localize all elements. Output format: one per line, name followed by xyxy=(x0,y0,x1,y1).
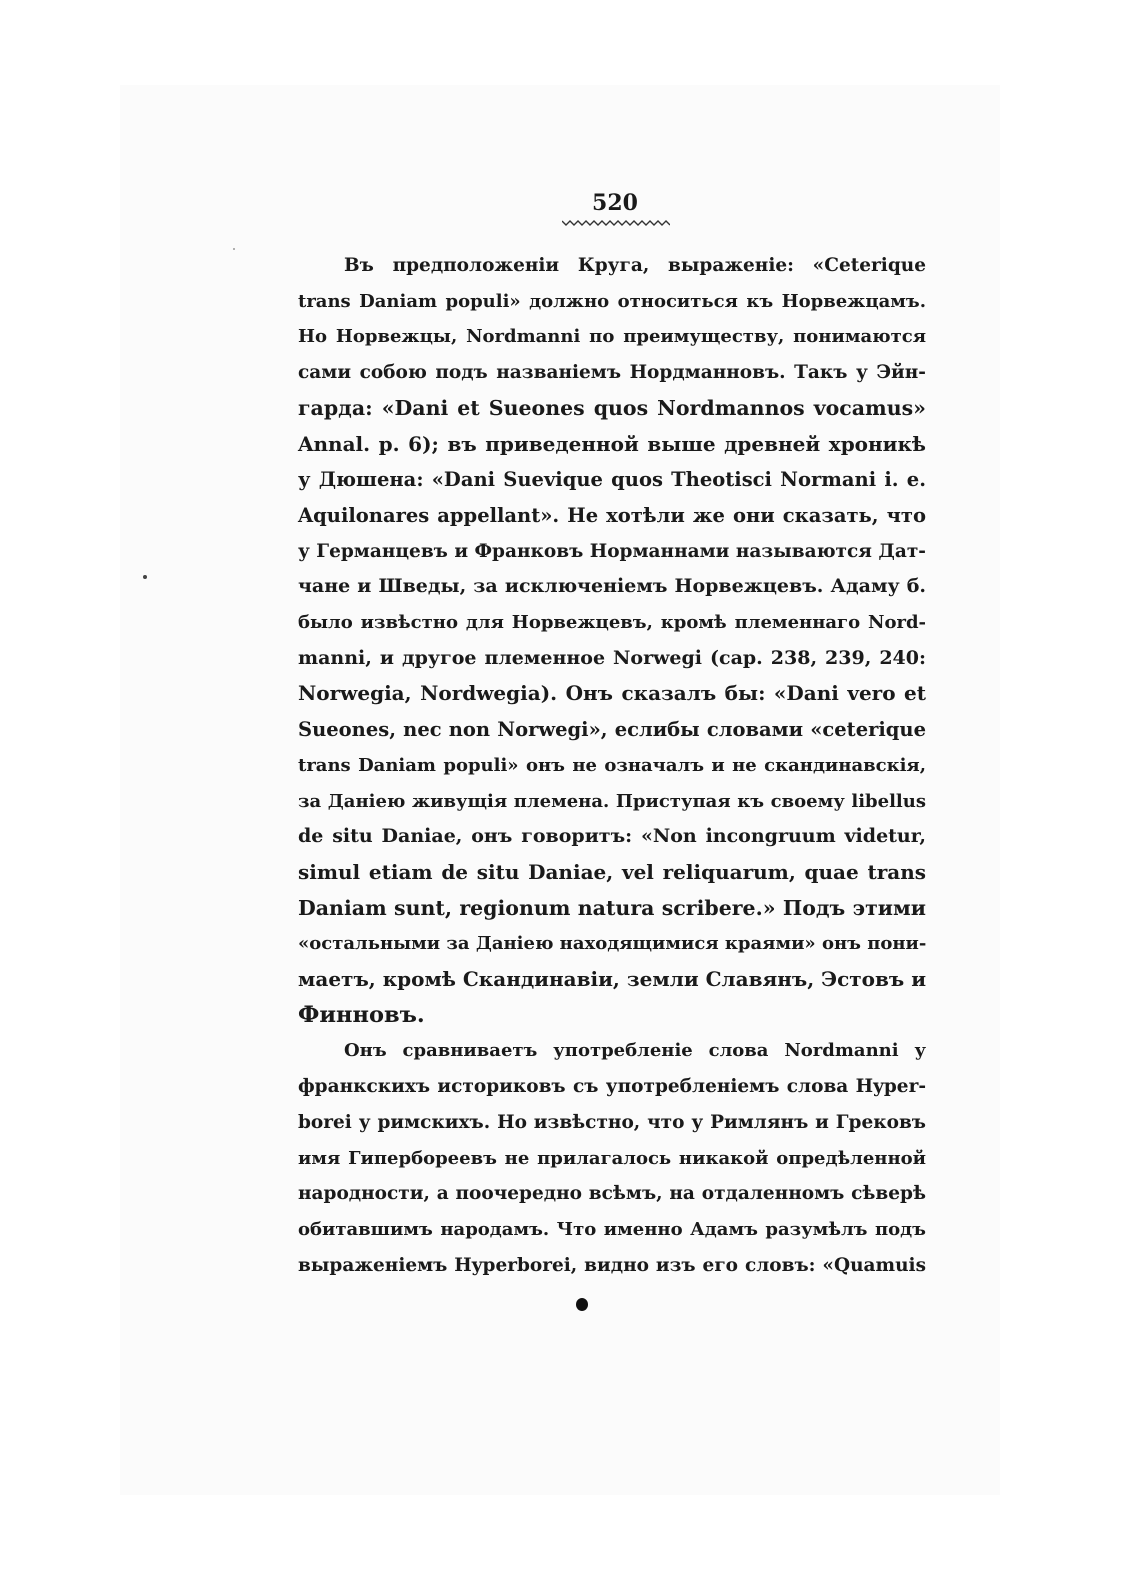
text-line: сами собою подъ названіемъ Нордманновъ. Такъ у Эйн- xyxy=(298,362,926,384)
text-line: Онъ сравниваетъ употребленіе слова Nordmanni у xyxy=(344,1040,926,1062)
text-line: обитавшимъ народамъ. Что именно Адамъ разумѣлъ подъ xyxy=(298,1218,926,1240)
page-number: 520 xyxy=(592,190,638,216)
text-line: Финновъ. xyxy=(298,1001,425,1028)
text-line: Sueones, nec non Norwegi», еслибы словами «ceterique xyxy=(298,718,926,742)
text-line: у Дюшена: «Dani Suevique quos Theotisci Normanі i. e. xyxy=(298,468,926,492)
text-line: за Даніею живущія племена. Приступая къ своему libellus xyxy=(298,790,926,812)
body-text xyxy=(298,248,926,1283)
text-line: «остальными за Даніею находящимися краями» онъ пони- xyxy=(298,933,927,955)
text-line: Daniam sunt, regionum natura scribere.» Подъ этими xyxy=(298,895,926,920)
text-line: было извѣстно для Норвежцевъ, кромѣ племеннаго Nord- xyxy=(298,612,926,634)
text-line: у Германцевъ и Франковъ Норманнами называются Дат- xyxy=(298,540,926,562)
margin-speck xyxy=(143,575,147,579)
text-line: trans Daniam populi» должно относиться къ Норвежцамъ. xyxy=(298,290,926,312)
paragraph xyxy=(298,248,926,1033)
text-line: народности, а поочередно всѣмъ, на отдаленномъ сѣверѣ xyxy=(298,1183,926,1205)
text-line: Въ предположеніи Круга, выраженіе: «Ceterique xyxy=(344,255,926,276)
text-line: гарда: «Dani et Sueones quos Nordmannos vocamus» xyxy=(298,395,926,420)
text-line: Но Норвежцы, Nordmanni по преимуществу, понимаются xyxy=(298,326,926,348)
text-line: Norwegia, Nordwegia). Онъ сказалъ бы: «Dani vero et xyxy=(298,681,926,706)
paragraph xyxy=(298,1033,926,1283)
text-line: de situ Daniae, онъ говоритъ: «Non incongruum videtur, xyxy=(298,825,926,848)
page-number-ornament xyxy=(562,218,670,228)
text-line: manni, и другое племенное Norwegi (cap. 238, 239, 240: xyxy=(298,646,926,669)
text-line: франкскихъ историковъ съ употребленіемъ слова Hyper- xyxy=(298,1076,926,1098)
text-line: имя Гипербореевъ не прилагалось никакой опредѣленной xyxy=(298,1147,926,1169)
text-line: borei у римскихъ. Но извѣстно, что у Римлянъ и Грековъ xyxy=(298,1111,926,1133)
text-line: Annal. p. 6); въ приведенной выше древней хроникѣ xyxy=(298,431,926,456)
margin-speck xyxy=(233,248,235,250)
text-line: simul etiam de situ Daniae, vel reliquarum, quae trans xyxy=(298,859,926,884)
ink-blot xyxy=(576,1298,588,1311)
text-line: чане и Шведы, за исключеніемъ Норвежцевъ. Адаму б. xyxy=(298,575,926,598)
text-line: маетъ, кромѣ Скандинавіи, земли Славянъ, Эстовъ и xyxy=(298,967,927,992)
text-line: trans Daniam populi» онъ не означалъ и не скандинавскія, xyxy=(298,754,926,776)
text-line: выраженіемъ Hyperborei, видно изъ его словъ: «Quamuis xyxy=(298,1254,926,1276)
text-line: Aquilonares appellant». Не хотѣли же они сказать, что xyxy=(298,503,926,527)
